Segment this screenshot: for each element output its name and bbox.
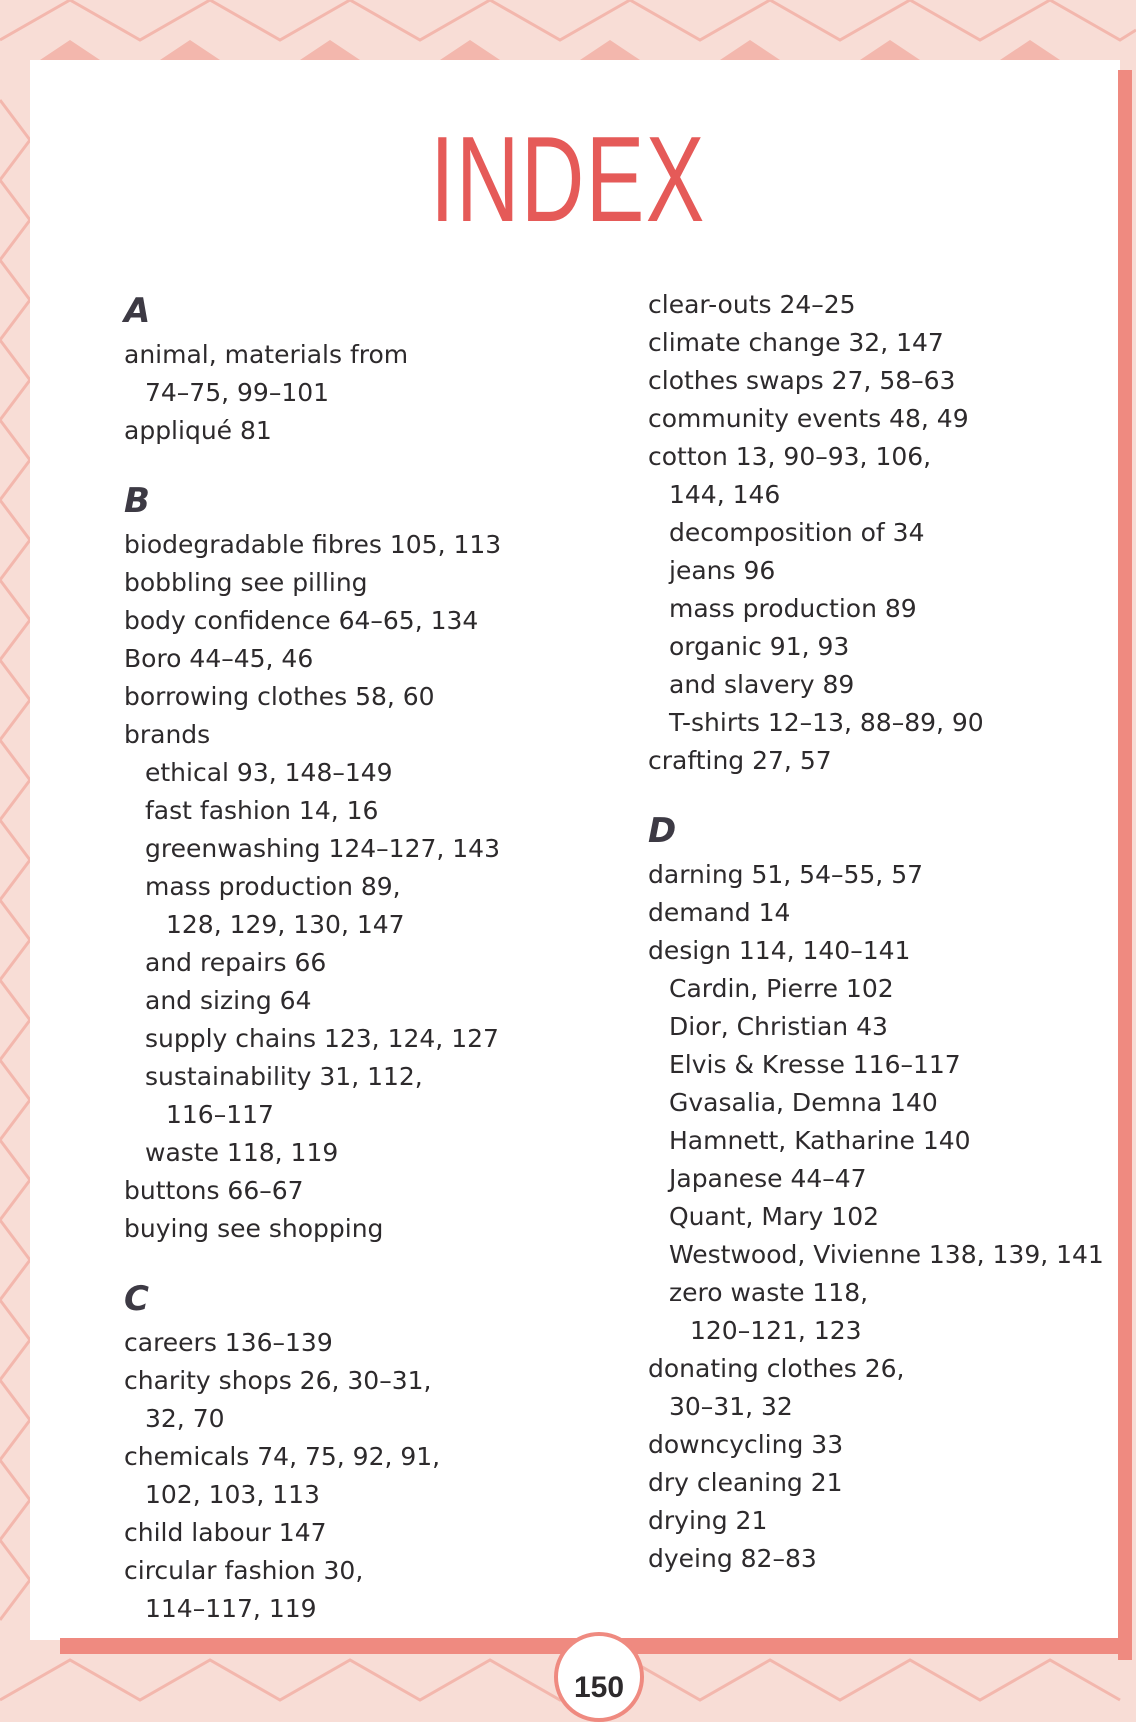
index-subentry: Dior, Christian 43 (669, 1012, 888, 1041)
index-subentry: and sizing 64 (145, 986, 312, 1015)
index-entry: buttons 66–67 (124, 1176, 304, 1205)
section-letter: A (124, 291, 151, 331)
index-subentry: 32, 70 (145, 1404, 225, 1433)
index-column-right (648, 286, 1104, 1578)
index-subentry: sustainability 31, 112, (145, 1062, 423, 1091)
index-subentry: and repairs 66 (145, 948, 327, 977)
index-entry: dyeing 82–83 (648, 1544, 817, 1573)
index-subentry: Japanese 44–47 (669, 1164, 867, 1193)
index-subentry: 102, 103, 113 (145, 1480, 320, 1509)
index-entry: demand 14 (648, 898, 791, 927)
index-entry: dry cleaning 21 (648, 1468, 843, 1497)
index-subentry: 120–121, 123 (690, 1316, 862, 1345)
section-letter: B (124, 481, 150, 521)
index-entry: chemicals 74, 75, 92, 91, (124, 1442, 441, 1471)
page-edge-right (1118, 70, 1132, 1660)
index-entry: clothes swaps 27, 58–63 (648, 366, 956, 395)
index-entry: cotton 13, 90–93, 106, (648, 442, 932, 471)
index-subentry: jeans 96 (669, 556, 776, 585)
index-subentry: zero waste 118, (669, 1278, 869, 1307)
index-subentry: Elvis & Kresse 116–117 (669, 1050, 961, 1079)
index-column-left (124, 286, 501, 1628)
index-subentry: mass production 89 (669, 594, 917, 623)
page-title: INDEX (430, 111, 706, 247)
index-entry: body confidence 64–65, 134 (124, 606, 479, 635)
index-entry: child labour 147 (124, 1518, 327, 1547)
index-entry: climate change 32, 147 (648, 328, 944, 357)
index-subentry: fast fashion 14, 16 (145, 796, 379, 825)
index-subentry: mass production 89, (145, 872, 401, 901)
index-entry: crafting 27, 57 (648, 746, 832, 775)
index-entry: community events 48, 49 (648, 404, 969, 433)
section-letter: C (124, 1279, 149, 1319)
index-subentry: 144, 146 (669, 480, 781, 509)
index-entry: brands (124, 720, 211, 749)
section-letter: D (648, 811, 677, 851)
index-subentry: organic 91, 93 (669, 632, 850, 661)
index-entry: bobbling see pilling (124, 568, 368, 597)
index-entry: animal, materials from (124, 340, 409, 369)
index-subentry: Gvasalia, Demna 140 (669, 1088, 938, 1117)
index-subentry: 114–117, 119 (145, 1594, 317, 1623)
index-entry: Boro 44–45, 46 (124, 644, 314, 673)
index-entry: clear-outs 24–25 (648, 290, 856, 319)
index-subentry: 74–75, 99–101 (145, 378, 330, 407)
index-subentry: Cardin, Pierre 102 (669, 974, 894, 1003)
index-subentry: ethical 93, 148–149 (145, 758, 393, 787)
index-subentry: and slavery 89 (669, 670, 855, 699)
index-entry: darning 51, 54–55, 57 (648, 860, 924, 889)
index-subentry: 128, 129, 130, 147 (166, 910, 405, 939)
index-entry: charity shops 26, 30–31, (124, 1366, 432, 1395)
index-entry: buying see shopping (124, 1214, 384, 1243)
index-subentry: Hamnett, Katharine 140 (669, 1126, 971, 1155)
index-subentry: waste 118, 119 (145, 1138, 339, 1167)
page-number: 150 (573, 1671, 625, 1704)
index-subentry: greenwashing 124–127, 143 (145, 834, 500, 863)
index-entry: biodegradable fibres 105, 113 (124, 530, 502, 559)
index-entry: appliqué 81 (124, 416, 272, 445)
index-entry: design 114, 140–141 (648, 936, 911, 965)
index-entry: drying 21 (648, 1506, 768, 1535)
index-subentry: decomposition of 34 (669, 518, 925, 547)
index-subentry: Westwood, Vivienne 138, 139, 141 (669, 1240, 1104, 1269)
index-entry: downcycling 33 (648, 1430, 844, 1459)
index-entry: borrowing clothes 58, 60 (124, 682, 435, 711)
index-entry: circular fashion 30, (124, 1556, 364, 1585)
index-subentry: 30–31, 32 (669, 1392, 793, 1421)
index-subentry: T-shirts 12–13, 88–89, 90 (669, 708, 984, 737)
index-entry: careers 136–139 (124, 1328, 333, 1357)
index-subentry: supply chains 123, 124, 127 (145, 1024, 499, 1053)
index-subentry: 116–117 (166, 1100, 274, 1129)
index-entry: donating clothes 26, (648, 1354, 905, 1383)
index-subentry: Quant, Mary 102 (669, 1202, 880, 1231)
